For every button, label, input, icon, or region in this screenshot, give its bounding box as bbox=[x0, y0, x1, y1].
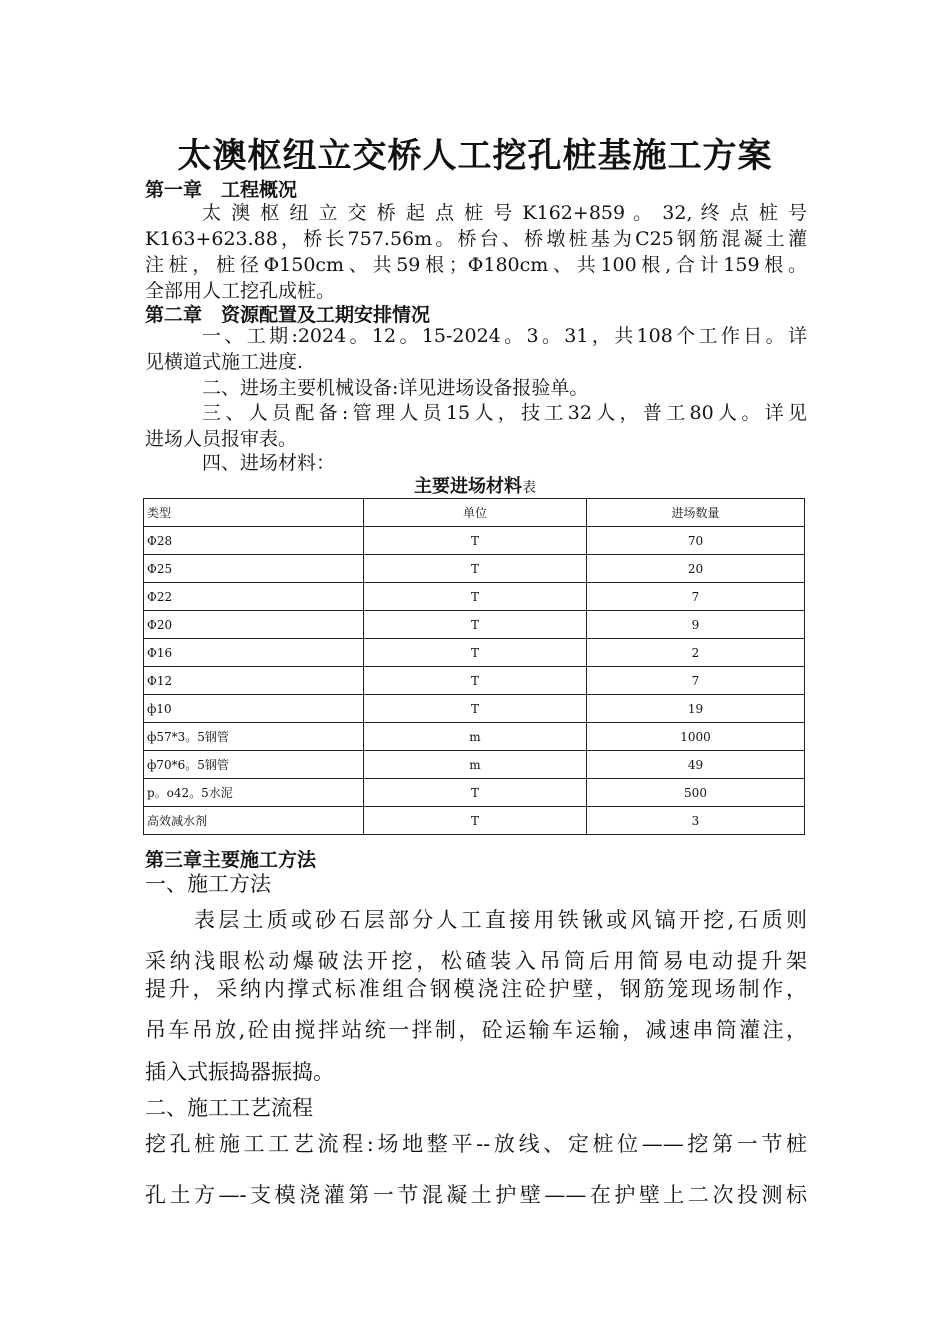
chapter2-heading: 第二章 资源配置及工期安排情况 bbox=[145, 304, 431, 326]
chapter2-item1-line-1: 一、工期:2024。12。15-2024。3。31，共108个工作日。详 bbox=[202, 325, 807, 347]
cell-type: ф10 bbox=[144, 695, 364, 723]
table-row bbox=[144, 583, 805, 611]
cell-quantity: 9 bbox=[587, 611, 805, 639]
cell-quantity: 19 bbox=[587, 695, 805, 723]
cell-unit: T bbox=[364, 583, 587, 611]
cell-unit: T bbox=[364, 611, 587, 639]
cell-unit: T bbox=[364, 527, 587, 555]
chapter3-body1-line-1: 表层土质或砂石层部分人工直接用铁锹或风镐开挖,石质则 bbox=[194, 908, 807, 932]
table-row bbox=[144, 807, 805, 835]
cell-quantity: 3 bbox=[587, 807, 805, 835]
chapter1-line-2: K163+623.88，桥长757.56m。桥台、桥墩桩基为C25钢筋混凝土灌 bbox=[145, 228, 807, 250]
table-row bbox=[144, 611, 805, 639]
cell-quantity: 7 bbox=[587, 583, 805, 611]
cell-type: ф57*3。5钢管 bbox=[144, 723, 364, 751]
cell-type: Φ12 bbox=[144, 667, 364, 695]
chapter1-line-3: 注桩，桩径Φ150cm、共59根；Φ180cm、共100根,合计159根。 bbox=[145, 254, 807, 276]
header-quantity: 进场数量 bbox=[587, 499, 805, 527]
cell-type: Φ22 bbox=[144, 583, 364, 611]
chapter3-body1-line-3: 提升，采纳内撑式标准组合钢模浇注砼护壁，钢筋笼现场制作， bbox=[145, 977, 807, 1001]
table-caption-suffix: 表 bbox=[522, 480, 536, 496]
cell-type: Φ16 bbox=[144, 639, 364, 667]
cell-quantity: 20 bbox=[587, 555, 805, 583]
chapter3-body2-line-2: 孔土方—-支模浇灌第一节混凝土护壁——在护壁上二次投测标 bbox=[145, 1183, 807, 1207]
table-row bbox=[144, 555, 805, 583]
table-caption-main: 主要进场材料 bbox=[414, 476, 522, 497]
chapter3-heading: 第三章主要施工方法 bbox=[145, 849, 317, 871]
cell-type: 高效减水剂 bbox=[144, 807, 364, 835]
table-row bbox=[144, 723, 805, 751]
table-row bbox=[144, 779, 805, 807]
cell-unit: T bbox=[364, 555, 587, 583]
table-row bbox=[144, 667, 805, 695]
chapter2-item1-line-2: 见横道式施工进度. bbox=[145, 351, 304, 373]
table-caption bbox=[145, 472, 805, 498]
table-header-row bbox=[144, 499, 805, 527]
table-row bbox=[144, 751, 805, 779]
cell-unit: T bbox=[364, 639, 587, 667]
cell-unit: m bbox=[364, 723, 587, 751]
cell-quantity: 500 bbox=[587, 779, 805, 807]
cell-quantity: 70 bbox=[587, 527, 805, 555]
cell-unit: T bbox=[364, 695, 587, 723]
materials-table bbox=[143, 498, 805, 835]
cell-type: p。o42。5水泥 bbox=[144, 779, 364, 807]
cell-unit: T bbox=[364, 807, 587, 835]
cell-unit: T bbox=[364, 667, 587, 695]
chapter3-body1-line-4: 吊车吊放,砼由搅拌站统一拌制，砼运输车运输，减速串筒灌注， bbox=[145, 1018, 807, 1042]
cell-type: Φ25 bbox=[144, 555, 364, 583]
cell-quantity: 7 bbox=[587, 667, 805, 695]
document-title: 太澳枢纽立交桥人工挖孔桩基施工方案 bbox=[177, 136, 773, 176]
chapter3-sub1: 一、施工方法 bbox=[145, 872, 271, 896]
chapter3-body1-line-2: 采纳浅眼松动爆破法开挖，松碴装入吊筒后用简易电动提升架 bbox=[145, 949, 807, 973]
cell-quantity: 49 bbox=[587, 751, 805, 779]
chapter3-body2-line-1: 挖孔桩施工工艺流程:场地整平--放线、定桩位——挖第一节桩 bbox=[145, 1132, 807, 1156]
cell-type: Φ20 bbox=[144, 611, 364, 639]
table-row bbox=[144, 639, 805, 667]
chapter2-item3-line-1: 三、人员配备:管理人员15人，技工32人，普工80人。详见 bbox=[202, 402, 807, 424]
chapter2-item2: 二、进场主要机械设备:详见进场设备报验单。 bbox=[202, 377, 589, 399]
cell-type: ф70*6。5钢管 bbox=[144, 751, 364, 779]
chapter3-body1-line-5: 插入式振捣器振捣。 bbox=[145, 1060, 334, 1084]
chapter1-line-4: 全部用人工挖孔成桩。 bbox=[145, 280, 336, 302]
chapter2-item4: 四、进场材料： bbox=[202, 452, 336, 474]
cell-quantity: 2 bbox=[587, 639, 805, 667]
chapter3-sub2: 二、施工工艺流程 bbox=[145, 1096, 313, 1120]
header-unit: 单位 bbox=[364, 499, 587, 527]
chapter1-line-1: 太 澳 枢 纽 立 交 桥 起 点 桩 号 K162+859 。 32, 终 点 桩 号 bbox=[202, 202, 807, 224]
table-row bbox=[144, 695, 805, 723]
chapter2-item3-line-2: 进场人员报审表。 bbox=[145, 428, 298, 450]
cell-quantity: 1000 bbox=[587, 723, 805, 751]
cell-unit: m bbox=[364, 751, 587, 779]
chapter1-heading: 第一章 工程概况 bbox=[145, 179, 298, 201]
cell-unit: T bbox=[364, 779, 587, 807]
header-type: 类型 bbox=[144, 499, 364, 527]
table-row bbox=[144, 527, 805, 555]
cell-type: Φ28 bbox=[144, 527, 364, 555]
